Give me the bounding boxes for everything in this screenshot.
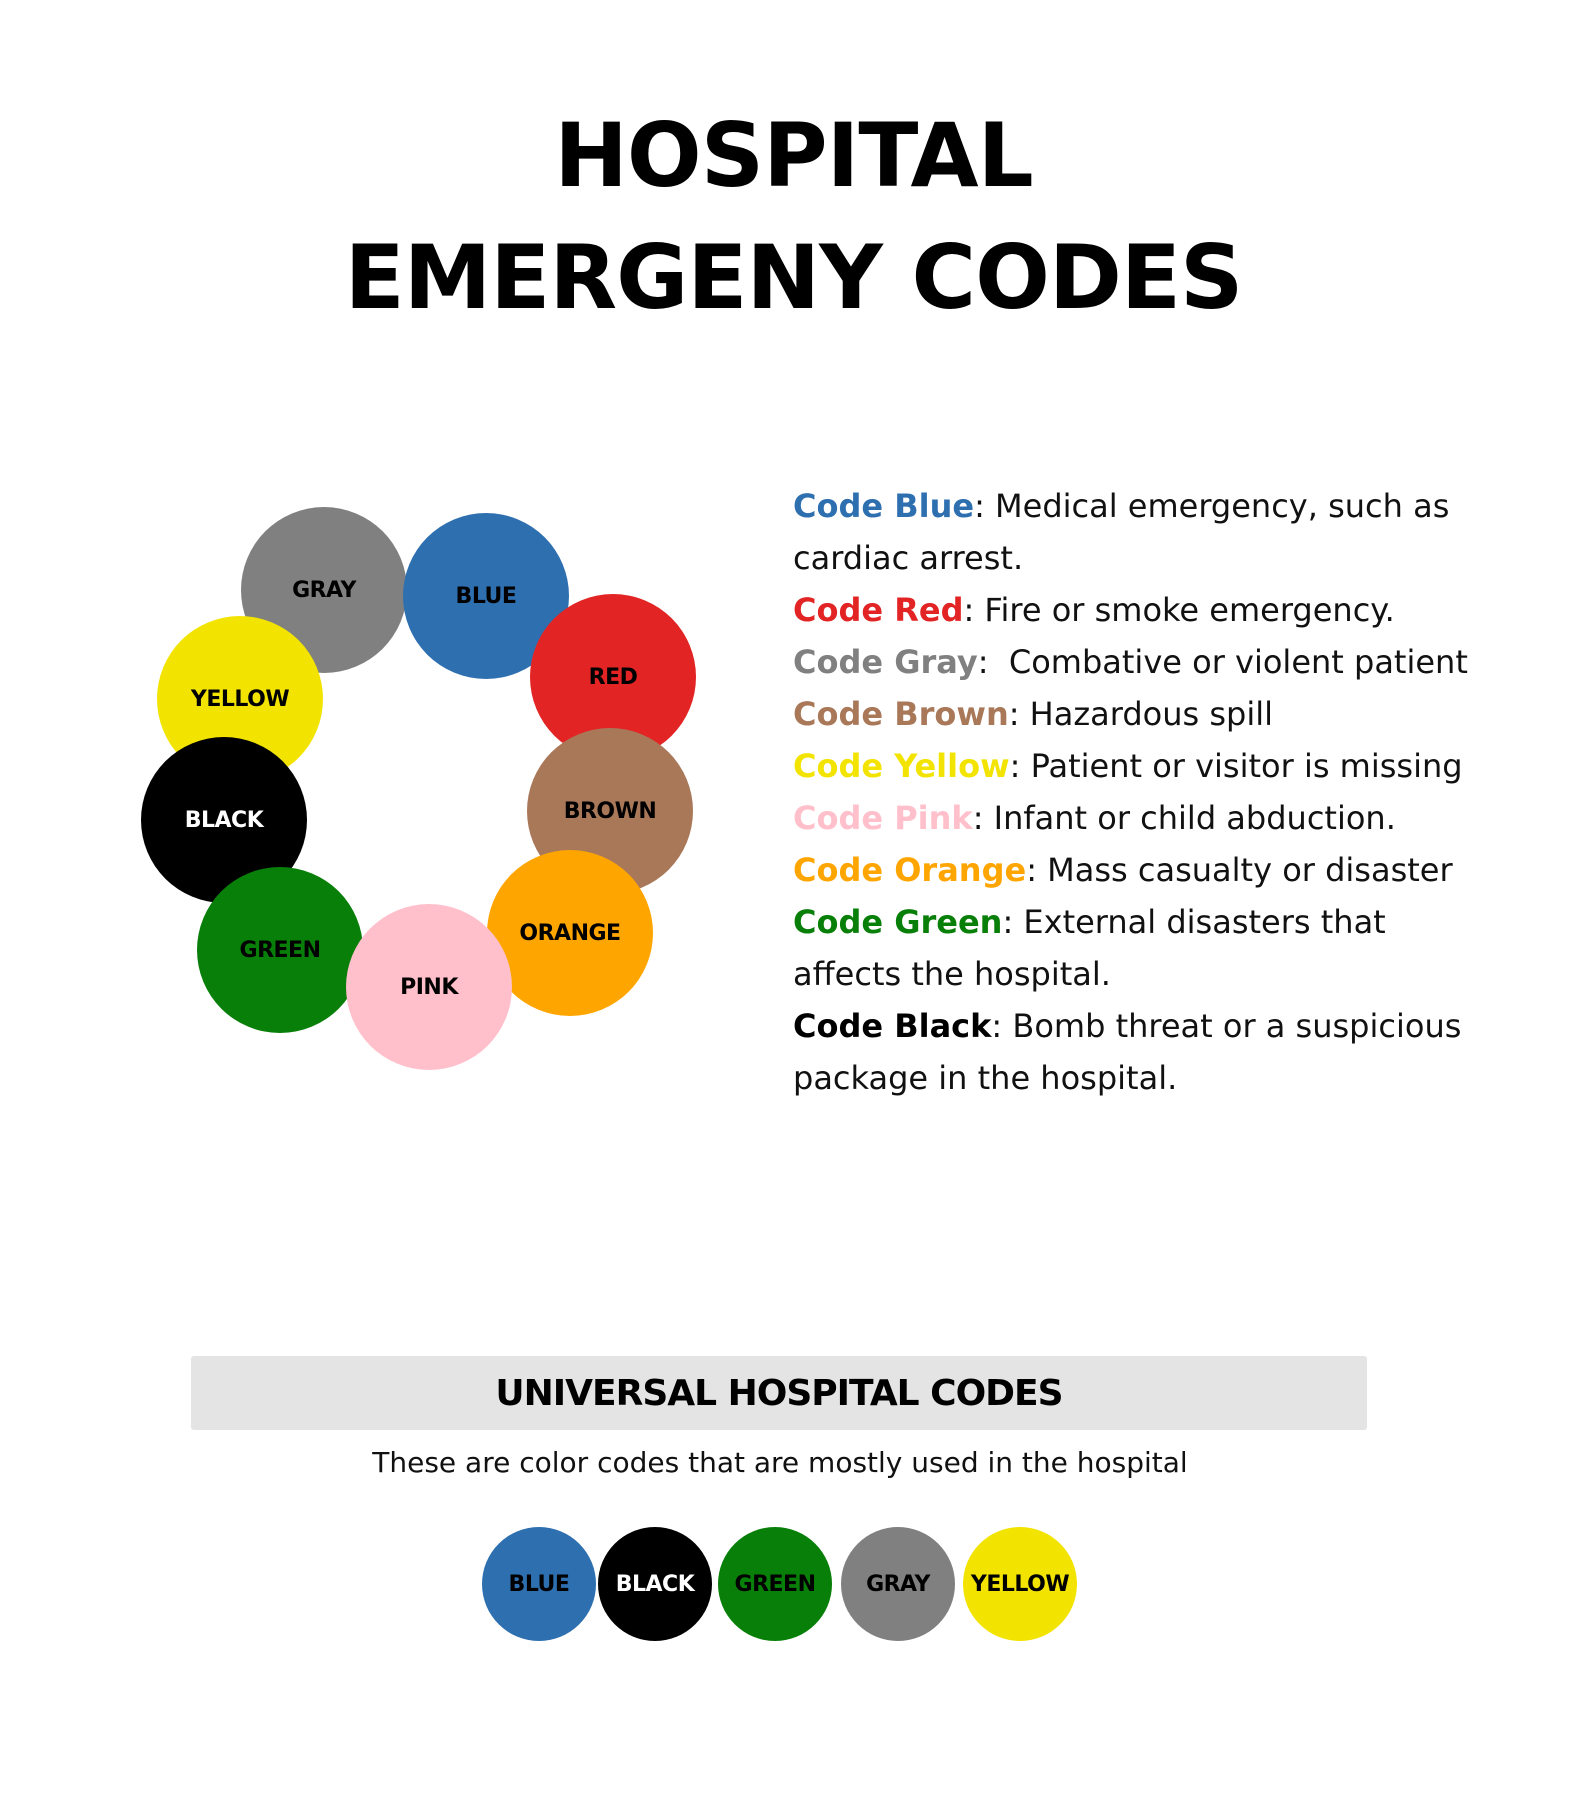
wheel-label: BROWN — [563, 798, 657, 824]
code-desc: : Bomb threat or a suspicious package in the hospital. — [793, 1007, 1462, 1097]
wheel-label: GRAY — [292, 577, 356, 603]
code-item-pink — [793, 792, 1493, 844]
code-name: Code Green — [793, 903, 1003, 941]
universal-label: GREEN — [734, 1571, 816, 1597]
universal-label: GRAY — [866, 1571, 930, 1597]
universal-codes-heading: UNIVERSAL HOSPITAL CODES — [495, 1372, 1063, 1414]
page-title-line-2: EMERGENY CODES — [344, 226, 1243, 329]
code-item-red — [793, 584, 1493, 636]
code-desc: : Patient or visitor is missing — [1009, 747, 1463, 785]
code-item-gray — [793, 636, 1493, 688]
universal-circle-blue — [482, 1527, 596, 1641]
wheel-label: YELLOW — [190, 686, 290, 712]
wheel-label: RED — [588, 664, 638, 690]
universal-label: BLACK — [615, 1571, 695, 1597]
code-name: Code Pink — [793, 799, 973, 837]
code-list — [793, 480, 1493, 1104]
code-name: Code Brown — [793, 695, 1009, 733]
code-item-green — [793, 896, 1493, 1000]
code-item-black — [793, 1000, 1493, 1104]
wheel-circle-pink — [346, 904, 512, 1070]
code-desc: : Medical emergency, such as cardiac arrest. — [793, 487, 1450, 577]
code-name: Code Orange — [793, 851, 1027, 889]
code-name: Code Gray — [793, 643, 978, 681]
code-item-yellow — [793, 740, 1493, 792]
code-desc: : Combative or violent patient — [977, 643, 1468, 681]
code-name: Code Blue — [793, 487, 975, 525]
code-desc: : Fire or smoke emergency. — [963, 591, 1395, 629]
wheel-label: PINK — [400, 974, 458, 1000]
wheel-label: GREEN — [239, 937, 321, 963]
code-name: Code Black — [793, 1007, 992, 1045]
universal-codes-subtitle: These are color codes that are mostly used in the hospital — [372, 1446, 1188, 1479]
code-desc: : External disasters that affects the hospital. — [793, 903, 1386, 993]
code-item-orange — [793, 844, 1493, 896]
universal-circle-green — [718, 1527, 832, 1641]
wheel-circle-green — [197, 867, 363, 1033]
page-title-line-1: HOSPITAL — [554, 104, 1033, 207]
wheel-label: BLUE — [455, 583, 517, 609]
universal-circle-black — [598, 1527, 712, 1641]
code-desc: : Hazardous spill — [1008, 695, 1274, 733]
wheel-label: ORANGE — [519, 920, 621, 946]
code-item-brown — [793, 688, 1493, 740]
code-name: Code Red — [793, 591, 964, 629]
universal-circle-gray — [841, 1527, 955, 1641]
universal-label: BLUE — [508, 1571, 570, 1597]
wheel-label: BLACK — [184, 807, 264, 833]
code-name: Code Yellow — [793, 747, 1010, 785]
universal-codes-banner — [191, 1356, 1367, 1430]
universal-circle-yellow — [963, 1527, 1077, 1641]
universal-label: YELLOW — [970, 1571, 1070, 1597]
code-item-blue — [793, 480, 1493, 584]
code-desc: : Mass casualty or disaster — [1026, 851, 1453, 889]
code-desc: : Infant or child abduction. — [972, 799, 1396, 837]
